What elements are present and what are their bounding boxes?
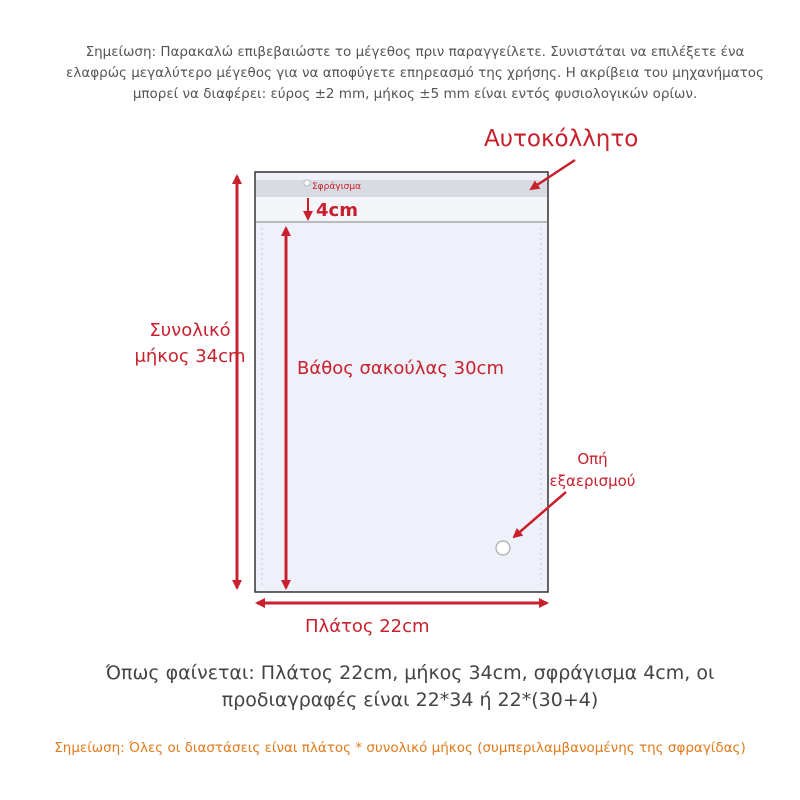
total-length-label: Συνολικό μήκος 34cm <box>134 320 246 367</box>
hang-hole-label: Οπή εξαερισμού <box>549 450 636 490</box>
bottom-note: Σημείωση: Όλες οι διαστάσεις είναι πλάτος * συνολικό μήκος (συμπεριλαμβανομένης της σφραγίδας) <box>54 740 746 756</box>
seal-small-label: Σφράγισμα <box>312 182 362 192</box>
hang-hole <box>496 541 510 555</box>
seal-flap <box>256 197 547 222</box>
summary-text: Όπως φαίνεται: Πλάτος 22cm, μήκος 34cm, σφράγισμα 4cm, οι προδιαγραφές είναι 22*34 ή 22*(30+4) <box>105 662 715 711</box>
bag-body <box>255 172 548 592</box>
width-label: Πλάτος 22cm <box>305 616 430 637</box>
adhesive-strip <box>256 180 547 197</box>
seal-dot <box>304 180 310 186</box>
bag-depth-label: Βάθος σακούλας 30cm <box>297 358 504 379</box>
top-note: Σημείωση: Παρακαλώ επιβεβαιώστε το μέγεθος πριν παραγγείλετε. Συνιστάται να επιλέξετε ένα ελαφρώς μεγαλύτερο μέγεθος για να αποφύγετε επηρεασμό της χρήσης. Η ακρίβεια του μηχανήματος μπορεί να διαφέρει: εύρος ±2 mm, μήκος ±5 mm είναι εντός φυσιολογικών ορίων. <box>66 44 764 102</box>
seal-height-label: 4cm <box>316 200 358 221</box>
sticker-label: Αυτοκόλλητο <box>484 126 639 152</box>
